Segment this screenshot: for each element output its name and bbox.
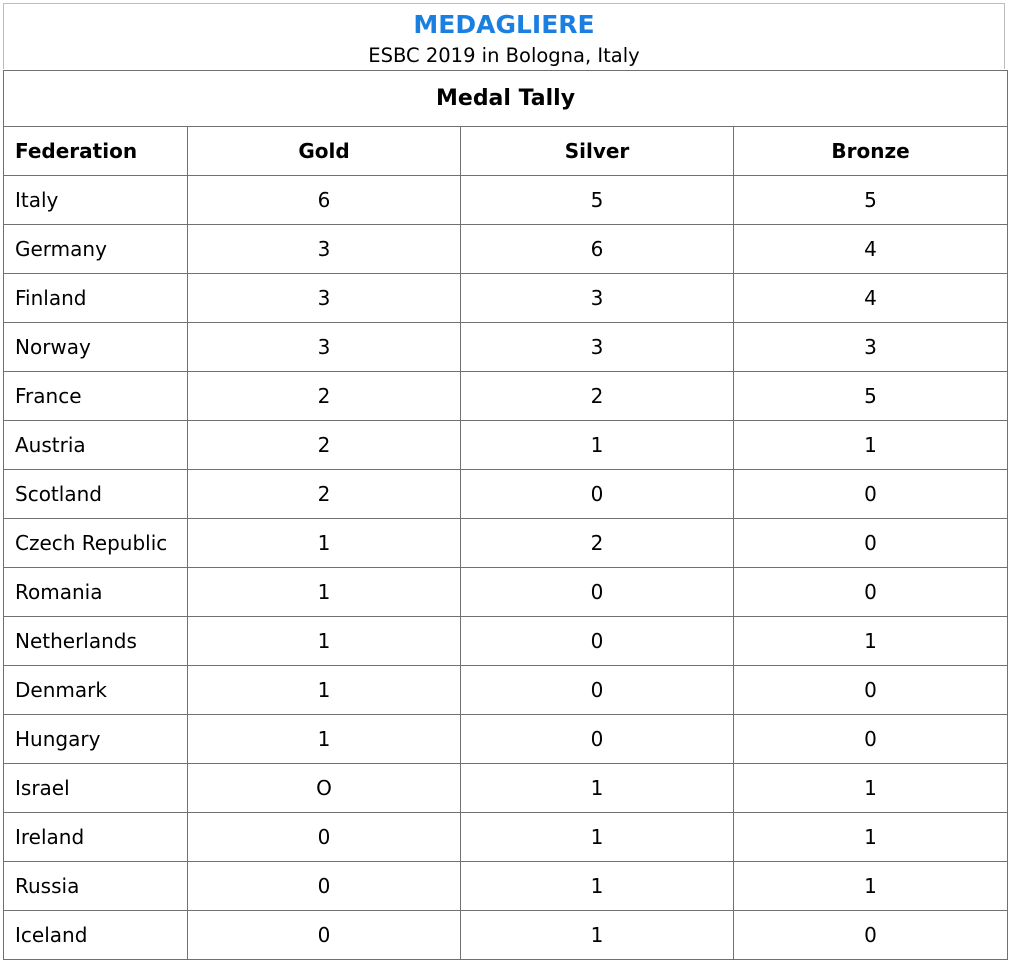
- table-row: [4, 715, 1008, 764]
- medal-tally-table: [3, 70, 1008, 960]
- silver-cell: 1: [461, 911, 734, 960]
- gold-cell: 3: [188, 323, 461, 372]
- federation-cell: Italy: [4, 176, 188, 225]
- federation-cell: Israel: [4, 764, 188, 813]
- bronze-cell: 1: [734, 617, 1008, 666]
- table-row: [4, 470, 1008, 519]
- caption-row: [4, 71, 1008, 127]
- bronze-cell: 5: [734, 372, 1008, 421]
- page-subtitle: ESBC 2019 in Bologna, Italy: [368, 44, 640, 67]
- gold-cell: 0: [188, 862, 461, 911]
- gold-cell: 3: [188, 225, 461, 274]
- federation-cell: Netherlands: [4, 617, 188, 666]
- table-row: [4, 323, 1008, 372]
- gold-cell: 6: [188, 176, 461, 225]
- silver-cell: 1: [461, 862, 734, 911]
- federation-cell: Iceland: [4, 911, 188, 960]
- federation-cell: Finland: [4, 274, 188, 323]
- silver-cell: 5: [461, 176, 734, 225]
- gold-cell: 1: [188, 568, 461, 617]
- federation-cell: Czech Republic: [4, 519, 188, 568]
- bronze-cell: 3: [734, 323, 1008, 372]
- gold-cell: 2: [188, 421, 461, 470]
- bronze-cell: 0: [734, 666, 1008, 715]
- gold-cell: O: [188, 764, 461, 813]
- silver-cell: 1: [461, 421, 734, 470]
- bronze-cell: 0: [734, 568, 1008, 617]
- table-row: [4, 274, 1008, 323]
- table-row: [4, 911, 1008, 960]
- gold-cell: 3: [188, 274, 461, 323]
- federation-cell: Ireland: [4, 813, 188, 862]
- table-row: [4, 519, 1008, 568]
- federation-cell: Norway: [4, 323, 188, 372]
- bronze-cell: 0: [734, 715, 1008, 764]
- table-row: [4, 372, 1008, 421]
- silver-cell: 0: [461, 715, 734, 764]
- gold-cell: 1: [188, 666, 461, 715]
- table-caption: Medal Tally: [4, 71, 1008, 127]
- silver-cell: 0: [461, 568, 734, 617]
- federation-cell: Romania: [4, 568, 188, 617]
- gold-cell: 0: [188, 813, 461, 862]
- bronze-cell: 1: [734, 764, 1008, 813]
- federation-cell: France: [4, 372, 188, 421]
- gold-cell: 1: [188, 617, 461, 666]
- bronze-cell: 1: [734, 813, 1008, 862]
- column-header-row: [4, 127, 1008, 176]
- bronze-cell: 1: [734, 421, 1008, 470]
- silver-cell: 1: [461, 813, 734, 862]
- table-row: [4, 617, 1008, 666]
- table-row: [4, 421, 1008, 470]
- gold-cell: 2: [188, 372, 461, 421]
- silver-cell: 0: [461, 617, 734, 666]
- silver-cell: 2: [461, 372, 734, 421]
- gold-cell: 2: [188, 470, 461, 519]
- federation-cell: Germany: [4, 225, 188, 274]
- bronze-cell: 4: [734, 225, 1008, 274]
- page-header: [3, 3, 1005, 69]
- federation-cell: Russia: [4, 862, 188, 911]
- column-header-silver: Silver: [461, 127, 734, 176]
- bronze-cell: 4: [734, 274, 1008, 323]
- column-header-federation: Federation: [4, 127, 188, 176]
- federation-cell: Austria: [4, 421, 188, 470]
- column-header-bronze: Bronze: [734, 127, 1008, 176]
- federation-cell: Scotland: [4, 470, 188, 519]
- federation-cell: Denmark: [4, 666, 188, 715]
- silver-cell: 3: [461, 274, 734, 323]
- table-row: [4, 666, 1008, 715]
- table-row: [4, 862, 1008, 911]
- table-row: [4, 568, 1008, 617]
- table-row: [4, 764, 1008, 813]
- federation-cell: Hungary: [4, 715, 188, 764]
- bronze-cell: 0: [734, 911, 1008, 960]
- gold-cell: 1: [188, 715, 461, 764]
- table-body: [4, 176, 1008, 960]
- bronze-cell: 0: [734, 519, 1008, 568]
- gold-cell: 1: [188, 519, 461, 568]
- table-row: [4, 813, 1008, 862]
- gold-cell: 0: [188, 911, 461, 960]
- page-title: MEDAGLIERE: [413, 10, 595, 39]
- silver-cell: 1: [461, 764, 734, 813]
- silver-cell: 0: [461, 470, 734, 519]
- silver-cell: 6: [461, 225, 734, 274]
- bronze-cell: 0: [734, 470, 1008, 519]
- table-row: [4, 225, 1008, 274]
- silver-cell: 3: [461, 323, 734, 372]
- bronze-cell: 5: [734, 176, 1008, 225]
- column-header-gold: Gold: [188, 127, 461, 176]
- silver-cell: 0: [461, 666, 734, 715]
- bronze-cell: 1: [734, 862, 1008, 911]
- table-row: [4, 176, 1008, 225]
- silver-cell: 2: [461, 519, 734, 568]
